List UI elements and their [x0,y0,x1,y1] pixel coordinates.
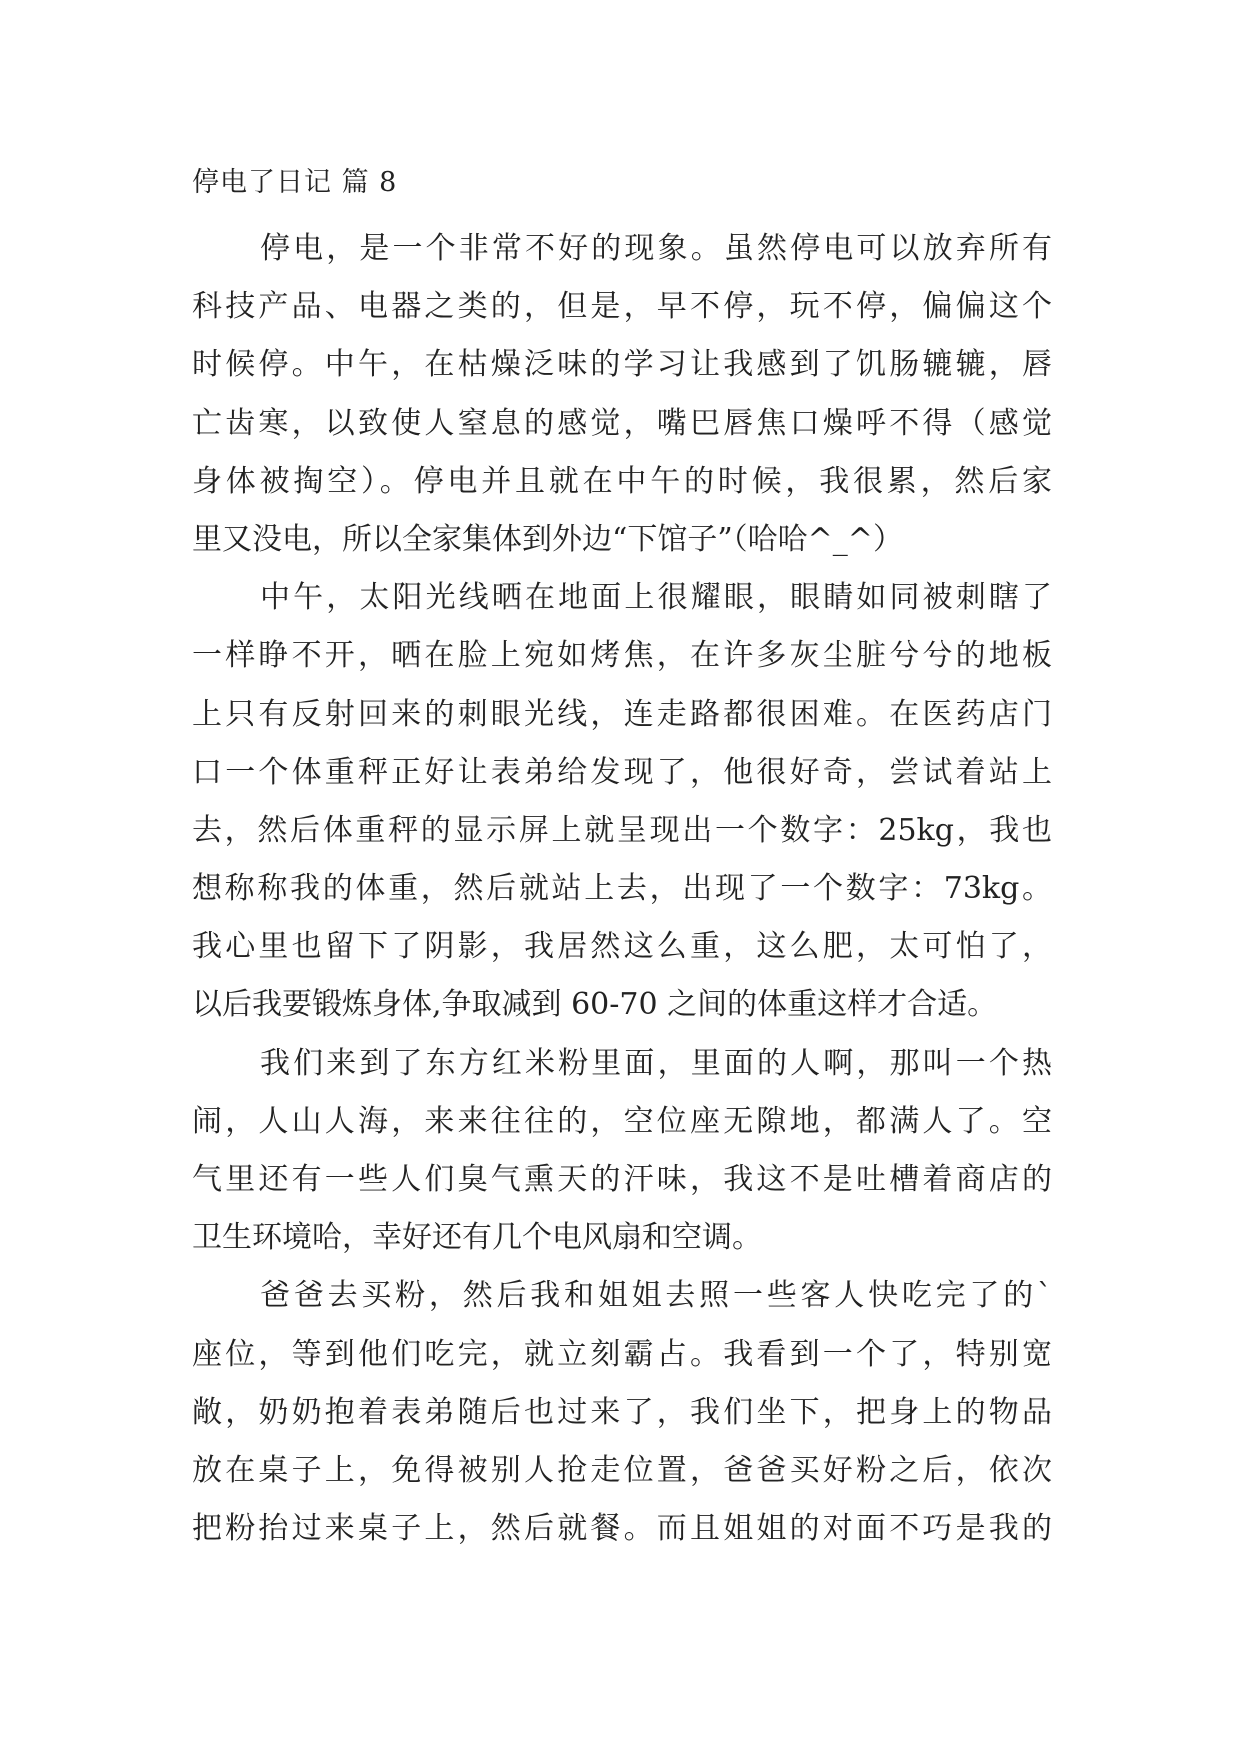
paragraph-line: 时候停。中午，在枯燥泛味的学习让我感到了饥肠辘辘，唇 [192,347,1052,383]
paragraph-line: 想称称我的体重，然后就站上去，出现了一个数字：73kg。 [192,871,1052,907]
paragraph-line: 上只有反射回来的刺眼光线，连走路都很困难。在医药店门 [192,696,1052,732]
paragraph-line: 闹，人山人海，来来往往的，空位座无隙地，都满人了。空 [192,1103,1052,1139]
paragraph-line: 座位，等到他们吃完，就立刻霸占。我看到一个了，特别宽 [192,1336,1052,1372]
paragraph-line: 去，然后体重秤的显示屏上就呈现出一个数字：25kg，我也 [192,812,1052,848]
paragraph-line: 口一个体重秤正好让表弟给发现了，他很好奇，尝试着站上 [192,754,1052,790]
paragraph-line: 里又没电，所以全家集体到外边“下馆子”（哈哈^_^） [192,521,903,557]
paragraph-line: 停电，是一个非常不好的现象。虽然停电可以放弃所有 [260,231,1052,266]
paragraph-line: 一样睁不开，晒在脸上宛如烤焦，在许多灰尘脏兮兮的地板 [192,638,1052,674]
paragraph-line: 放在桌子上，免得被别人抢走位置，爸爸买好粉之后，依次 [192,1452,1052,1488]
paragraph-line: 把粉抬过来桌子上，然后就餐。而且姐姐的对面不巧是我的 [192,1511,1052,1547]
paragraph-line: 亡齿寒，以致使人窒息的感觉，嘴巴唇焦口燥呼不得（感觉 [192,405,1052,441]
paragraph-line: 气里还有一些人们臭气熏天的汗味，我这不是吐槽着商店的 [192,1162,1052,1197]
paragraph-line: 卫生环境哈，幸好还有几个电风扇和空调。 [192,1220,762,1256]
paragraph-line: 我们来到了东方红米粉里面，里面的人啊，那叫一个热 [260,1045,1052,1081]
paragraph-line: 敞，奶奶抱着表弟随后也过来了，我们坐下，把身上的物品 [192,1394,1052,1430]
paragraph-line: 爸爸去买粉，然后我和姐姐去照一些客人快吃完了的` [260,1278,1052,1314]
paragraph-line: 我心里也留下了阴影，我居然这么重，这么肥，太可怕了， [192,929,1052,965]
paragraph-line: 中午，太阳光线晒在地面上很耀眼，眼睛如同被刺瞎了 [260,580,1052,616]
page-title: 停电了日记 篇 8 [192,167,398,198]
paragraph-line: 科技产品、电器之类的，但是，早不停，玩不停，偏偏这个 [192,289,1052,325]
diary-body [192,220,1052,1558]
paragraph-line: 以后我要锻炼身体,争取减到 60-70 之间的体重这样才合适。 [192,987,998,1023]
paragraph-line: 身体被掏空）。停电并且就在中午的时候，我很累，然后家 [192,463,1052,499]
